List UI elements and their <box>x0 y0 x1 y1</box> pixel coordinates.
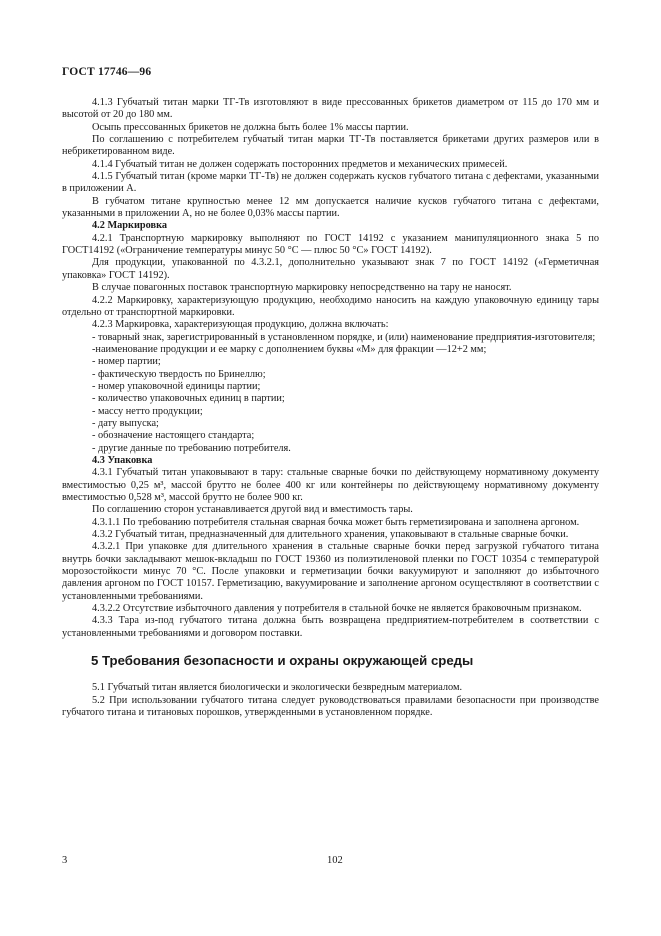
list-item: - обозначение настоящего стандарта; <box>92 430 255 442</box>
document-header: ГОСТ 17746—96 <box>62 66 152 78</box>
paragraph: 4.1.5 Губчатый титан (кроме марки ТГ-Тв) не должен содержать кусков губчатого титана с дефектами, указанными в приложении А. <box>62 171 599 195</box>
paragraph: 5.1 Губчатый титан является биологически и экологически безвредным материалом. <box>92 682 463 694</box>
list-item: -наименование продукции и ее марку с дополнением буквы «М» для фракции —12+2 мм; <box>92 343 487 355</box>
paragraph: 4.3.2.1 При упаковке для длительного хранения в стальные сварные бочки перед загрузкой губчатого титана внутрь бочки закладывают мешок-вкладыш по ГОСТ 19360 из полиэтиленовой пленки по ГОСТ 10354 с температурой морозостойкости минус 70 °С. После упаковки и герметизации бочки вакуумируют и заполняют до избыточного давления аргоном по ГОСТ 10157. Герметизацию, вакуумирование и заполнение аргоном осуществляют в соответствии с установленными требованиями. <box>62 541 599 602</box>
paragraph: Осыпь прессованных брикетов не должна быть более 1% массы партии. <box>92 121 409 133</box>
sheet-number: 102 <box>327 855 343 866</box>
list-item: - номер партии; <box>92 356 161 368</box>
paragraph: По соглашению с потребителем губчатый титан марки ТГ-Тв поставляется брикетами других размеров или в небрикетированном виде. <box>62 134 599 158</box>
paragraph: 4.2.2 Маркировку, характеризующую продукцию, необходимо наносить на каждую упаковочную единицу тары отдельно от транспортной маркировки. <box>62 294 599 318</box>
subsection-heading: 4.3 Упаковка <box>92 454 153 466</box>
paragraph: По соглашению сторон устанавливается другой вид и вместимость тары. <box>92 504 413 516</box>
section-title: 5 Требования безопасности и охраны окружающей среды <box>91 653 474 669</box>
paragraph: 4.2.3 Маркировка, характеризующая продукцию, должна включать: <box>92 319 389 331</box>
list-item: - номер упаковочной единицы партии; <box>92 380 261 392</box>
paragraph: 4.3.1.1 По требованию потребителя стальная сварная бочка может быть герметизирована и заполнена аргоном. <box>92 516 580 528</box>
list-item: - массу нетто продукции; <box>92 405 203 417</box>
paragraph: 4.1.4 Губчатый титан не должен содержать посторонних предметов и механических примесей. <box>92 158 508 170</box>
paragraph: 4.3.2 Губчатый титан, предназначенный для длительного хранения, упаковывают в стальные сварные бочки. <box>92 529 569 541</box>
paragraph: 4.3.1 Губчатый титан упаковывают в тару: стальные сварные бочки по действующему нормативному документу вместимостью 0,25 м³, массой брутто не более 400 кг или контейнеры по действующему нормативному документу вместимостью 0,528 м³, массой брутто не более 900 кг. <box>62 467 599 503</box>
document-body <box>62 97 599 720</box>
subsection-heading: 4.2 Маркировка <box>92 220 168 232</box>
list-item: - фактическую твердость по Бринеллю; <box>92 368 266 380</box>
list-item: - дату выпуска; <box>92 417 159 429</box>
paragraph: В губчатом титане крупностью менее 12 мм допускается наличие кусков губчатого титана с дефектами, указанными в приложении А, но не более 0,03% массы партии. <box>62 195 599 220</box>
page-number: 3 <box>62 855 68 866</box>
list-item: - количество упаковочных единиц в партии; <box>92 393 285 405</box>
paragraph: 4.2.1 Транспортную маркировку выполняют по ГОСТ 14192 с указанием манипуляционного знака 5 по ГОСТ14192 («Ограничение температуры минус 50 °С — плюс 50 °С» ГОСТ 14192). <box>62 232 599 257</box>
paragraph: Для продукции, упакованной по 4.3.2.1, дополнительно указывают знак 7 по ГОСТ 14192 («Герметичная упаковка» ГОСТ 14192). <box>62 257 599 281</box>
paragraph: 4.3.2.2 Отсутствие избыточного давления у потребителя в стальной бочке не является браковочным признаком. <box>92 603 582 615</box>
paragraph: В случае повагонных поставок транспортную маркировку непосредственно на тару не наносят. <box>92 282 512 294</box>
paragraph: 4.3.3 Тара из-под губчатого титана должна быть возвращена предприятием-потребителем в соответствии с установленными требованиями и договором поставки. <box>62 615 599 639</box>
list-item: - другие данные по требованию потребителя. <box>92 442 291 454</box>
list-item: - товарный знак, зарегистрированный в установленном порядке, и (или) наименование предприятия-изготовителя; <box>92 331 596 343</box>
paragraph: 4.1.3 Губчатый титан марки ТГ-Тв изготовляют в виде прессованных брикетов диаметром от 115 до 170 мм и высотой от 20 до 180 мм. <box>62 97 599 121</box>
paragraph: 5.2 При использовании губчатого титана следует руководствоваться правилами безопасности при производстве губчатого титана и титановых порошков, утвержденными в установленном порядке. <box>62 694 599 719</box>
